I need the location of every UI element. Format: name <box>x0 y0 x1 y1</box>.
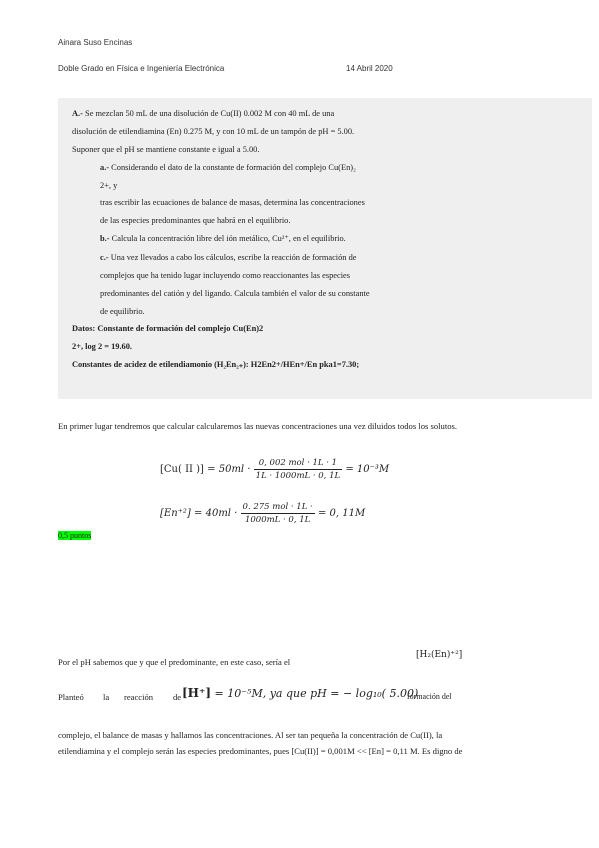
eq1-rhs: = 10⁻³M <box>345 464 390 475</box>
problem-line-c-4: de equilibrio. <box>100 307 145 316</box>
ph-equation <box>182 686 418 700</box>
ph-species-formula: [H₂(En)⁺²] <box>416 650 463 660</box>
data-line-3: Constantes de acidez de etilendiamonio (H₂En₂₊): H2En2+/HEn+/En pka1=7.30; <box>72 360 360 369</box>
author-name: Ainara Suso Encinas <box>58 38 133 47</box>
ph-equation-rest: = 10⁻⁵M, ya que pH = − log₁₀( 5.00) <box>214 687 419 700</box>
problem-line-2: disolución de etilendiamina (En) 0.275 M, y con 10 mL de un tampón de pH = 5.00. <box>72 127 355 136</box>
problem-line-a-4: de las especies predominantes que habrá en el equilibrio. <box>100 216 291 225</box>
problem-line-a-2: 2+, y <box>100 181 118 190</box>
eq1-eq: = 50ml · <box>207 464 251 475</box>
document-date: 14 Abril 2020 <box>346 64 393 73</box>
problem-line-1: A.- Se mezclan 50 mL de una disolución de Cu(II) 0.002 M con 40 mL de una <box>72 109 335 118</box>
plant-word-4: de <box>173 692 182 702</box>
degree-name: Doble Grado en Física e Ingeniería Electrónica <box>58 64 225 73</box>
problem-line-b: b.- Calcula la concentración libre del ión metálico, Cu²⁺, en el equilibrio. <box>100 234 346 243</box>
eq2-rhs: = 0, 11M <box>317 508 366 519</box>
eq2-eq: = 40ml · <box>194 508 238 519</box>
eq1-lhs: [Cu( II )] <box>160 464 204 475</box>
plant-word-2: la <box>103 692 110 702</box>
eq2-denominator: 1000mL · 0, 1L <box>244 515 311 525</box>
equation-en-concentration <box>160 502 365 525</box>
problem-box <box>58 98 592 399</box>
problem-line-3: Suponer que el pH se mantiene constante e igual a 5.00. <box>72 145 260 154</box>
plant-tail: formación del <box>407 692 452 701</box>
data-line-1: Datos: Constante de formación del complejo Cu(En)2 <box>72 324 264 333</box>
problem-line-c-2: complejos que ha tenido lugar incluyendo como reaccionantes las especies <box>100 271 350 280</box>
paragraph-line-2: etilendiamina y el complejo serán las especies predominantes, pues [Cu(II)] = 0,001M << [En] = 0,11 M. Es digno de <box>58 746 463 756</box>
eq2-numerator: 0. 275 mol · 1L · <box>242 502 313 512</box>
score-highlight: 0,5 puntos <box>58 531 92 540</box>
eq1-numerator: 0, 002 mol · 1L · 1 <box>254 458 342 470</box>
problem-line-a: a.- Considerando el dato de la constante de formación del complejo Cu(En)₂ <box>100 163 356 172</box>
equation-cu-concentration <box>160 458 389 481</box>
plant-word-3: reacción <box>124 692 154 702</box>
problem-line-c: c.- Una vez llevados a cabo los cálculos, escribe la reacción de formación de <box>100 253 357 262</box>
intro-text: En primer lugar tendremos que calcular calcularemos las nuevas concentraciones una vez diluidos todos los solutos. <box>58 421 458 431</box>
eq1-denominator: 1L · 1000mL · 0, 1L <box>255 471 341 481</box>
data-line-2: 2+, log 2 = 19.60. <box>72 342 133 351</box>
h-ion: [H⁺] <box>182 686 212 700</box>
problem-line-c-3: predominantes del catión y del ligando. Calcula también el valor de su constante <box>100 289 370 298</box>
plant-word-1: Planteó <box>58 692 84 702</box>
ph-sentence: Por el pH sabemos que y que el predominante, en este caso, sería el <box>58 657 291 667</box>
eq2-lhs: [En⁺²] <box>160 508 191 519</box>
problem-line-a-3: tras escribir las ecuaciones de balance de masas, determina las concentraciones <box>100 198 365 207</box>
paragraph-line-1: complejo, el balance de masas y hallamos las concentraciones. Al ser tan pequeña la concentración de Cu(II), la <box>58 730 443 740</box>
